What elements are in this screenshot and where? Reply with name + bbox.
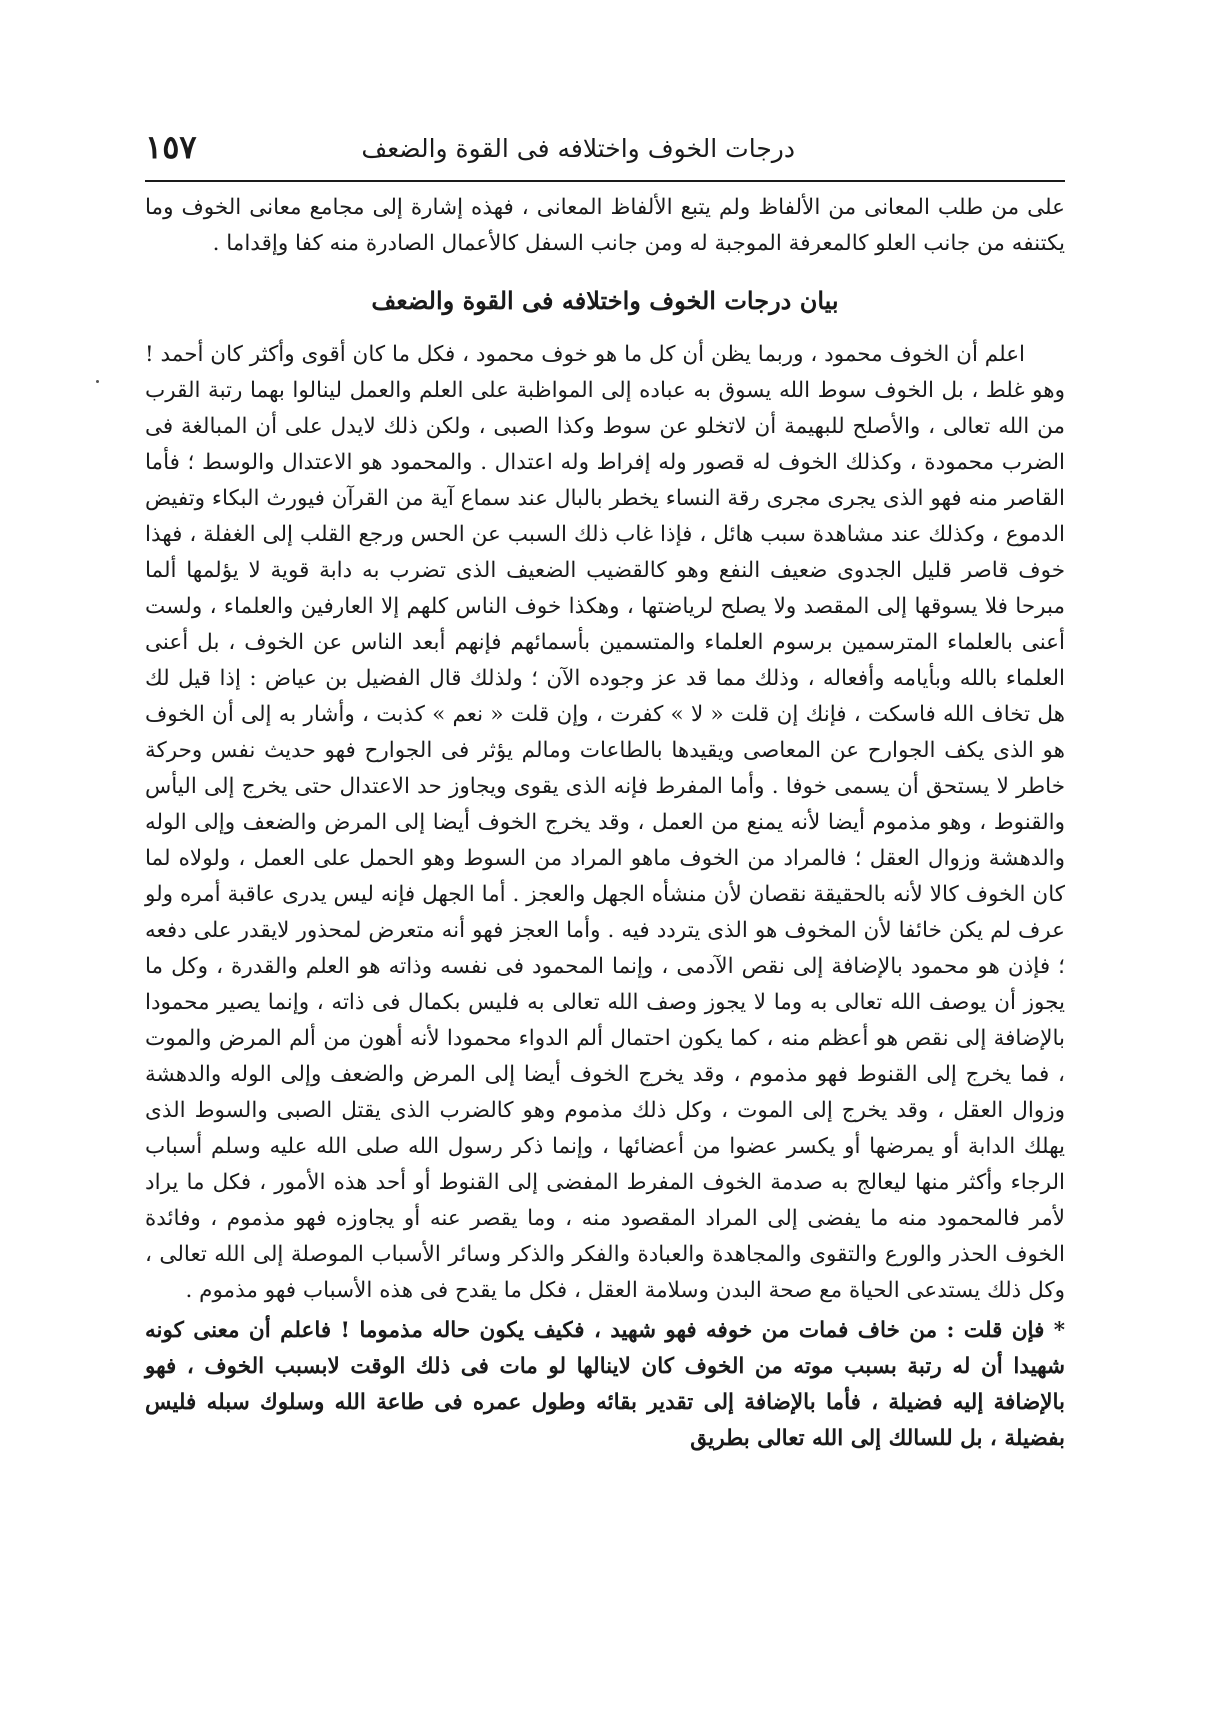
page-header: [145, 128, 1065, 178]
header-rule: [145, 180, 1065, 182]
document-page: [145, 128, 1065, 1457]
intro-paragraph: على من طلب المعانى من الألفاظ ولم يتبع الألفاظ المعانى ، فهذه إشارة إلى مجامع معانى الخوف وما يكتنفه من جانب العلو كالمعرفة الموجبة له ومن جانب السفل كالأعمال الصادرة منه كفا وإقداما .: [145, 195, 1065, 256]
margin-mark: [96, 380, 99, 383]
body-paragraph-1: اعلم أن الخوف محمود ، وربما يظن أن كل ما هو خوف محمود ، فكل ما كان أقوى وأكثر كان أحمد ! وهو غلط ، بل الخوف سوط الله يسوق به عباده إلى المواظبة على العلم والعمل لينالوا بهما رتبة القرب من الله تعالى ، والأصلح للبهيمة أن لاتخلو عن سوط وكذا الصبى ، ولكن ذلك لايدل على أن المبالغة فى الضرب محمودة ، وكذلك الخوف له قصور وله إفراط وله اعتدال . والمحمود هو الاعتدال والوسط ؛ فأما القاصر منه فهو الذى يجرى مجرى رقة النساء يخطر بالبال عند سماع آية من القرآن فيورث البكاء وتفيض الدموع ، وكذلك عند مشاهدة سبب هائل ، فإذا غاب ذلك السبب عن الحس ورجع القلب إلى الغفلة ، فهذا خوف قاصر قليل الجدوى ضعيف النفع وهو كالقضيب الضعيف الذى تضرب به دابة قوية لا يؤلمها ألما مبرحا فلا يسوقها إلى المقصد ولا يصلح لرياضتها ، وهكذا خوف الناس كلهم إلا العارفين والعلماء ، ولست أعنى بالعلماء المترسمين برسوم العلماء والمتسمين بأسمائهم فإنهم أبعد الناس عن الخوف ، بل أعنى العلماء بالله وبأيامه وأفعاله ، وذلك مما قد عز وجوده الآن ؛ ولذلك قال الفضيل بن عياض : إذا قيل لك هل تخاف الله فاسكت ، فإنك إن قلت « لا » كفرت ، وإن قلت « نعم » كذبت ، وأشار به إلى أن الخوف هو الذى يكف الجوارح عن المعاصى ويقيدها بالطاعات ومالم يؤثر فى الجوارح فهو حديث نفس وحركة خاطر لا يستحق أن يسمى خوفا . وأما المفرط فإنه الذى يقوى ويجاوز حد الاعتدال حتى يخرج إلى اليأس والقنوط ، وهو مذموم أيضا لأنه يمنع من العمل ، وقد يخرج الخوف أيضا إلى المرض والضعف وإلى الوله والدهشة وزوال العقل ؛ فالمراد من الخوف ماهو المراد من السوط وهو الحمل على العمل ، ولولاه لما كان الخوف كالا لأنه بالحقيقة نقصان لأن منشأه الجهل والعجز . أما الجهل فإنه ليس يدرى عاقبة أمره ولو عرف لم يكن خائفا لأن المخوف هو الذى يتردد فيه . وأما العجز فهو أنه متعرض لمحذور لايقدر على دفعه ؛ فإذن هو محمود بالإضافة إلى نقص الآدمى ، وإنما المحمود فى نفسه وذاته هو العلم والقدرة ، وكل ما يجوز أن يوصف الله تعالى به وما لا يجوز وصف الله تعالى به فليس بكمال فى ذاته ، وإنما يصير محمودا بالإضافة إلى نقص هو أعظم منه ، كما يكون احتمال ألم الدواء محمودا لأنه أهون من ألم المرض والموت ، فما يخرج إلى القنوط فهو مذموم ، وقد يخرج الخوف أيضا إلى المرض والضعف وإلى الوله والدهشة وزوال العقل ، وقد يخرج إلى الموت ، وكل ذلك مذموم وهو كالضرب الذى يقتل الصبى والسوط الذى يهلك الدابة أو يمرضها أو يكسر عضوا من أعضائها ، وإنما ذكر رسول الله صلى الله عليه وسلم أسباب الرجاء وأكثر منها ليعالج به صدمة الخوف المفرط المفضى إلى القنوط أو أحد هذه الأمور ، فكل ما يراد لأمر فالمحمود منه ما يفضى إلى المراد المقصود منه ، وما يقصر عنه أو يجاوزه فهو مذموم ، وفائدة الخوف الحذر والورع والتقوى والمجاهدة والعبادة والفكر والذكر وسائر الأسباب الموصلة إلى الله تعالى ، وكل ذلك يستدعى الحياة مع صحة البدن وسلامة العقل ، فكل ما يقدح فى هذه الأسباب فهو مذموم .: [145, 342, 1065, 1303]
page-number: ١٥٧: [145, 128, 197, 166]
running-title: درجات الخوف واختلافه فى القوة والضعف: [361, 134, 795, 163]
body-paragraph-2: * فإن قلت : من خاف فمات من خوفه فهو شهيد ، فكيف يكون حاله مذموما ! فاعلم أن معنى كونه شهيدا أن له رتبة بسبب موته من الخوف كان لاينالها لو مات فى ذلك الوقت لابسبب الخوف ، فهو بالإضافة إليه فضيلة ، فأما بالإضافة إلى تقدير بقائه وطول عمره فى طاعة الله وسلوك سبله فليس بفضيلة ، بل للسالك إلى الله تعالى بطريق: [145, 1318, 1065, 1451]
section-heading: بيان درجات الخوف واختلافه فى القوة والضعف: [371, 286, 839, 315]
